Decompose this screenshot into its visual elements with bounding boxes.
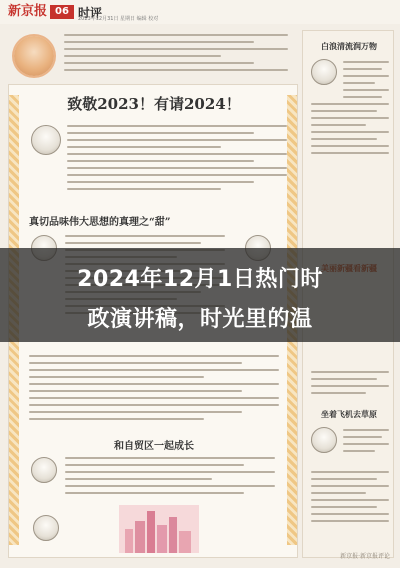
issue-number: 06 — [50, 5, 74, 19]
side-text-3 — [343, 429, 389, 457]
author-portrait-4 — [31, 457, 57, 483]
side-text-1 — [343, 61, 389, 103]
author-portrait-5 — [33, 515, 59, 541]
side-title-3: 坐着飞机去草原 — [321, 409, 377, 419]
side-text-3b — [311, 471, 389, 527]
article-1-text — [67, 125, 287, 195]
intro-portrait — [14, 36, 54, 76]
masthead — [0, 0, 400, 24]
side-portrait-1 — [311, 59, 337, 85]
author-portrait-1 — [31, 125, 61, 155]
side-text-2 — [311, 371, 389, 399]
article-4-text — [65, 457, 275, 499]
intro-block — [8, 30, 288, 78]
side-title-1: 白浪清流润万物 — [321, 41, 377, 51]
headline-3: 和自贸区一起成长 — [114, 441, 194, 452]
masthead-meta: 2023年12月31日 星期日 编辑 校对 — [78, 16, 159, 22]
watermark: 新京报·新京报评论 — [340, 553, 390, 560]
side-text-1b — [311, 103, 389, 159]
headline-2: 真切品味伟大思想的真理之“甜” — [29, 217, 171, 228]
overlay-title-line-1: 2024年12月1日热门时 — [77, 267, 323, 292]
side-portrait-2 — [311, 427, 337, 453]
headline-1: 致敬2023！有请2024！ — [67, 95, 241, 113]
overlay-title-line-2: 政演讲稿，时光里的温 — [87, 307, 313, 332]
section-title: 时评 — [78, 6, 103, 20]
city-skyline-illustration — [119, 505, 199, 553]
newspaper-logo: 新京报 — [8, 4, 48, 19]
intro-text — [64, 34, 288, 76]
title-overlay — [0, 248, 400, 342]
article-3-text — [29, 355, 279, 425]
